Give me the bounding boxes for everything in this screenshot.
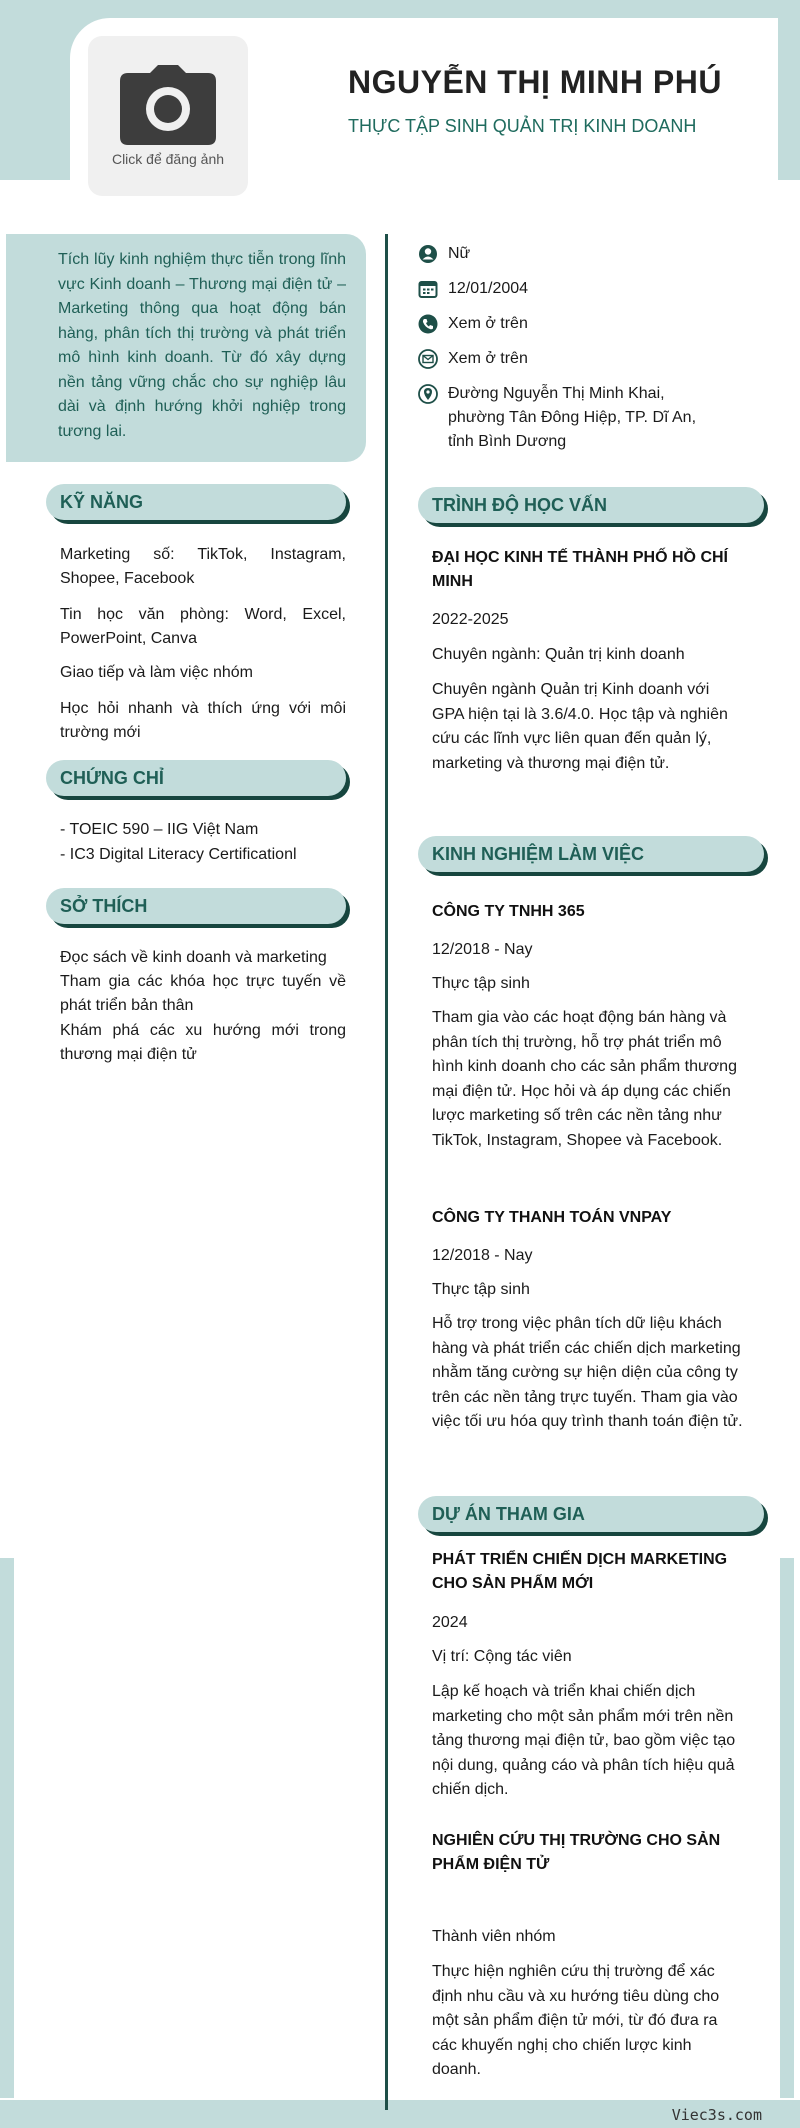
project-role: Thành viên nhóm xyxy=(432,1928,556,1945)
gender-value: Nữ xyxy=(448,245,471,262)
candidate-position: THỰC TẬP SINH QUẢN TRỊ KINH DOANH xyxy=(348,116,697,136)
experience-role: Thực tập sinh xyxy=(432,1281,530,1298)
experience-company: CÔNG TY THANH TOÁN VNPAY xyxy=(432,1209,672,1226)
phone-value: Xem ở trên xyxy=(448,315,528,332)
contact-email xyxy=(418,347,528,371)
column-divider xyxy=(385,234,388,2110)
contact-address xyxy=(418,382,718,454)
skills-heading: KỸ NĂNG xyxy=(46,484,346,520)
hobby-item: Khám phá các xu hướng mới trong thương mại điện tử xyxy=(60,1022,346,1063)
contact-gender xyxy=(418,242,470,266)
skill-item: Marketing số: TikTok, Instagram, Shopee, Facebook xyxy=(60,546,346,587)
experience-period: 12/2018 - Nay xyxy=(432,941,533,958)
experience-role: Thực tập sinh xyxy=(432,975,530,992)
hobby-item: Tham gia các khóa học trực tuyến về phát triển bản thân xyxy=(60,973,346,1014)
phone-icon xyxy=(418,314,438,334)
project-description: Lập kế hoạch và triển khai chiến dịch marketing cho một sản phẩm mới trên nền tảng thương mại điện tử, bao gồm việc tạo nội dung, quảng cáo và phân tích hiệu quả chiến dịch. xyxy=(432,1683,736,1798)
certificate-item: - IC3 Digital Literacy Certificationl xyxy=(60,846,297,863)
birthday-value: 12/01/2004 xyxy=(448,280,529,297)
experience-heading: KINH NGHIỆM LÀM VIỆC xyxy=(418,836,764,872)
projects-heading: DỰ ÁN THAM GIA xyxy=(418,1496,764,1532)
education-major: Chuyên ngành: Quản trị kinh doanh xyxy=(432,646,685,663)
experience-description: Tham gia vào các hoạt động bán hàng và phân tích thị trường, hỗ trợ phát triển mô hình kinh doanh cho các sản phẩm thương mại điện tử. Học hỏi và áp dụng các chiến lược marketing số trên các nền tảng như TikTok, Instagram, Shopee và Facebook. xyxy=(432,1009,737,1149)
contact-phone xyxy=(418,312,528,336)
skill-item: Giao tiếp và làm việc nhóm xyxy=(60,664,253,681)
education-school xyxy=(432,546,732,594)
person-icon xyxy=(418,244,438,264)
experience-company: CÔNG TY TNHH 365 xyxy=(432,903,585,920)
avatar-upload[interactable] xyxy=(88,36,248,196)
project-name: PHÁT TRIỂN CHIẾN DỊCH MARKETING CHO SẢN PHẨM MỚI xyxy=(432,1551,728,1592)
email-icon xyxy=(418,349,438,369)
certificate-item: - TOEIC 590 – IIG Việt Nam xyxy=(60,821,259,838)
skill-item: Tin học văn phòng: Word, Excel, PowerPoint, Canva xyxy=(60,606,346,647)
experience-period: 12/2018 - Nay xyxy=(432,1247,533,1264)
certificates-heading: CHỨNG CHỈ xyxy=(46,760,346,796)
school-name: ĐẠI HỌC KINH TẾ THÀNH PHỐ HỒ CHÍ MINH xyxy=(432,549,728,590)
address-value: Đường Nguyễn Thị Minh Khai, phường Tân Đông Hiệp, TP. Dĩ An, tỉnh Bình Dương xyxy=(448,385,697,450)
project-role: Vị trí: Cộng tác viên xyxy=(432,1648,572,1665)
education-period: 2022-2025 xyxy=(432,611,509,628)
right-border-decoration xyxy=(780,1558,794,2098)
avatar-label: Click để đăng ảnh xyxy=(111,151,225,167)
calendar-icon xyxy=(418,279,438,299)
project-name: NGHIÊN CỨU THỊ TRƯỜNG CHO SẢN PHẨM ĐIỆN TỬ xyxy=(432,1832,721,1873)
project-year: 2024 xyxy=(432,1614,468,1631)
watermark: Viec3s.com xyxy=(671,2106,762,2124)
experience-description: Hỗ trợ trong việc phân tích dữ liệu khách hàng và phát triển các chiến dịch marketing nhằm tăng cường sự hiện diện của công ty trên các nền tảng trực tuyến. Tham gia vào việc tối ưu hóa quy trình thanh toán điện tử. xyxy=(432,1315,743,1430)
career-objective xyxy=(6,234,366,462)
project-description: Thực hiện nghiên cứu thị trường để xác định nhu cầu và xu hướng tiêu dùng cho một sản phẩm điện tử mới, từ đó đưa ra các khuyến nghị cho chiến lược kinh doanh. xyxy=(432,1963,720,2078)
camera-icon xyxy=(120,65,216,145)
candidate-name: NGUYỄN THỊ MINH PHÚ xyxy=(348,64,722,100)
education-description: Chuyên ngành Quản trị Kinh doanh với GPA hiện tại là 3.6/4.0. Học tập và nghiên cứu các lĩnh vực liên quan đến quản lý, marketing và thương mại điện tử. xyxy=(432,681,728,772)
career-objective-text: Tích lũy kinh nghiệm thực tiễn trong lĩnh vực Kinh doanh – Thương mại điện tử – Marketing thông qua hoạt động bán hàng, phân tích thị trường và phát triển mô hình kinh doanh. Từ đó xây dựng nền tảng vững chắc cho sự nghiệp lâu dài và định hướng khởi nghiệp trong tương lai. xyxy=(58,251,346,440)
email-value: Xem ở trên xyxy=(448,350,528,367)
left-border-decoration xyxy=(0,1558,14,2098)
skill-item: Học hỏi nhanh và thích ứng với môi trường mới xyxy=(60,700,346,741)
location-icon xyxy=(418,384,438,404)
contact-birthday xyxy=(418,277,528,301)
education-heading: TRÌNH ĐỘ HỌC VẤN xyxy=(418,487,764,523)
hobbies-heading: SỞ THÍCH xyxy=(46,888,346,924)
hobby-item: Đọc sách về kinh doanh và marketing xyxy=(60,949,327,966)
